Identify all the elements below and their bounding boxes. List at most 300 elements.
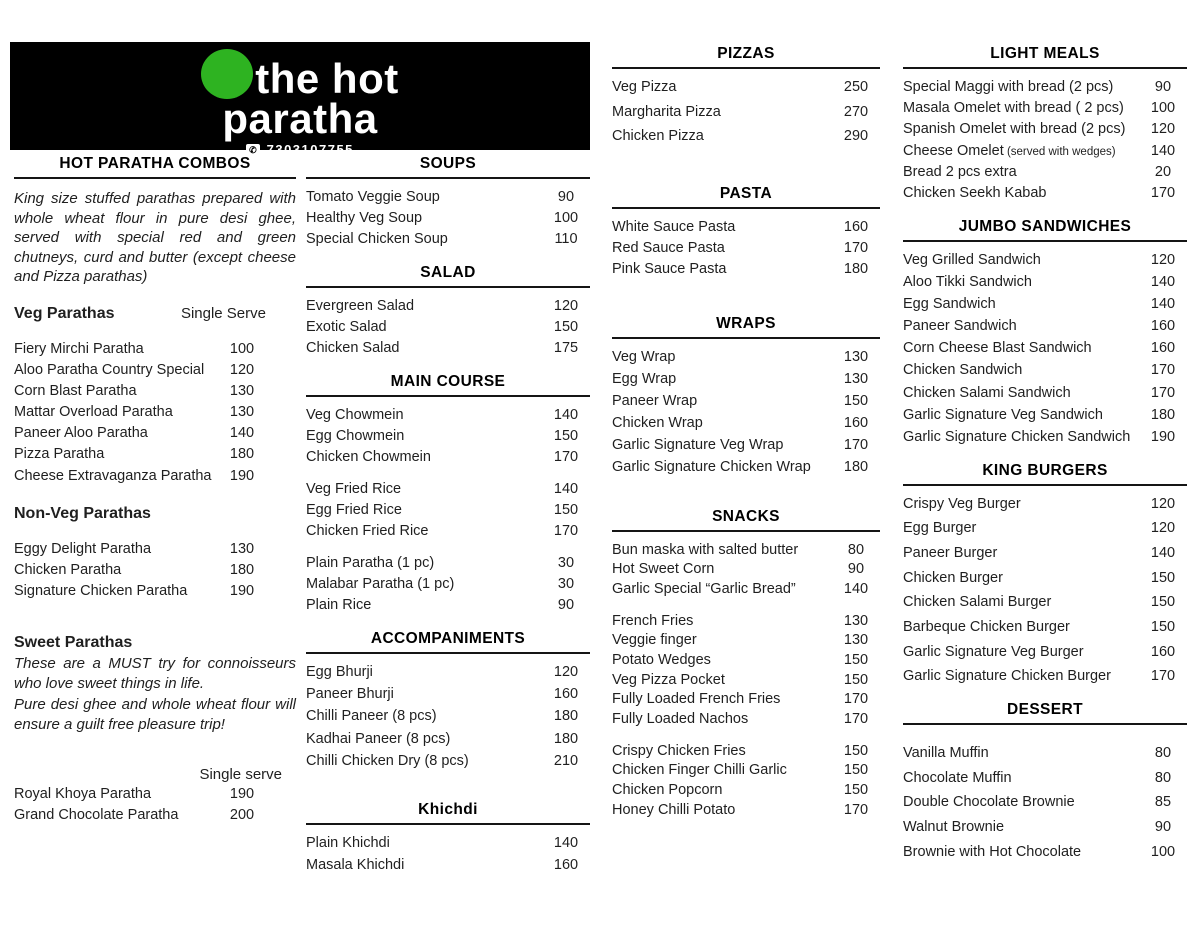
item-price: 180 (553, 708, 579, 725)
menu-item-row (903, 318, 1187, 335)
item-name: White Sauce Pasta (612, 219, 736, 236)
item-name: Garlic Signature Veg Burger (903, 643, 1084, 660)
menu-item-row (306, 731, 590, 748)
menu-item-row (306, 686, 590, 703)
item-name: Chilli Paneer (8 pcs) (306, 708, 437, 725)
brand-banner (10, 42, 590, 158)
item-price: 80 (1154, 769, 1172, 786)
item-price: 140 (1150, 544, 1176, 561)
menu-column-4 (903, 45, 1187, 868)
item-price: 80 (1154, 744, 1172, 761)
menu-item-row (14, 425, 296, 442)
menu-item-row (903, 770, 1187, 787)
item-name: Paneer Bhurji (306, 686, 394, 703)
item-price: 140 (1150, 142, 1176, 159)
section-divider (306, 395, 590, 397)
menu-item-group (14, 541, 296, 600)
item-price: 90 (847, 561, 865, 578)
item-name: Kadhai Paneer (8 pcs) (306, 730, 451, 747)
item-price: 90 (557, 189, 575, 205)
item-price: 190 (229, 786, 255, 803)
menu-item-group (612, 613, 880, 728)
item-name: Corn Blast Paratha (14, 382, 137, 399)
item-price: 180 (553, 730, 579, 747)
menu-item-row (903, 644, 1187, 661)
item-price: 170 (843, 240, 869, 257)
item-name: Honey Chilli Potato (612, 801, 736, 818)
serve-size-label: Single serve (199, 766, 282, 784)
item-price: 150 (843, 651, 869, 668)
menu-item-row (14, 562, 296, 579)
item-price: 150 (843, 762, 869, 779)
item-price: 150 (843, 671, 869, 688)
menu-item-row (612, 581, 880, 598)
item-name: Masala Omelet with bread ( 2 pcs) (903, 100, 1124, 117)
item-name: Paneer Aloo Paratha (14, 425, 148, 442)
section-description: King size stuffed parathas prepared with whole wheat flour in pure desi ghee, served with special red and green chutneys, curd and butter (except cheese and Pizza parathas) (14, 190, 296, 285)
menu-item-row (306, 597, 590, 614)
item-name: Veg Grilled Sandwich (903, 251, 1041, 268)
item-note: (served with wedges) (1003, 145, 1116, 158)
item-price: 180 (843, 261, 869, 278)
item-name: Eggy Delight Paratha (14, 540, 152, 557)
menu-item-group (306, 664, 590, 769)
item-name: Special Chicken Soup (306, 231, 448, 248)
menu-item-row (612, 240, 880, 257)
subsection-title: Non-Veg Parathas (14, 504, 151, 522)
menu-item-row (612, 743, 880, 760)
item-price: 120 (1150, 520, 1176, 537)
item-price: 210 (553, 752, 579, 769)
section-title: SNACKS (712, 507, 780, 525)
menu-item-row (306, 753, 590, 770)
menu-item-row (612, 393, 880, 410)
item-name: Cheese Extravaganza Paratha (14, 467, 212, 484)
item-name: Corn Cheese Blast Sandwich (903, 340, 1092, 357)
item-price: 170 (553, 523, 579, 540)
item-name: Paneer Wrap (612, 392, 698, 409)
item-price: 180 (843, 459, 869, 476)
menu-item-row (14, 807, 296, 824)
item-name: Chocolate Muffin (903, 769, 1012, 786)
menu-item-row (306, 189, 590, 206)
menu-item-row (612, 79, 880, 96)
menu-item-group (306, 189, 590, 248)
brand-logo-dot-icon (201, 49, 253, 99)
menu-item-group (306, 481, 590, 540)
item-price: 130 (229, 404, 255, 421)
menu-item-row (14, 468, 296, 485)
section-header (612, 185, 880, 209)
menu-item-row (903, 100, 1187, 117)
section-divider (306, 823, 590, 825)
menu-item-row (903, 340, 1187, 357)
item-name: Fully Loaded Nachos (612, 710, 749, 727)
section-header (306, 373, 590, 397)
spacer (612, 153, 880, 169)
menu-item-group (903, 496, 1187, 685)
section-title: SALAD (420, 264, 476, 282)
item-price: 150 (1150, 594, 1176, 611)
item-name: Garlic Signature Veg Sandwich (903, 406, 1103, 423)
menu-item-group (612, 349, 880, 477)
section-header (903, 701, 1187, 725)
section-divider (306, 652, 590, 654)
item-name: Chicken Burger (903, 569, 1003, 586)
menu-column-3 (612, 45, 880, 821)
item-name: Special Maggi with bread (2 pcs) (903, 79, 1114, 95)
item-price: 30 (557, 555, 575, 572)
item-name: Pink Sauce Pasta (612, 261, 727, 278)
brand-name-line1: the hot (255, 55, 399, 102)
spacer (14, 325, 296, 341)
item-name: Chilli Chicken Dry (8 pcs) (306, 752, 469, 769)
subsection-header (14, 634, 296, 652)
item-name: Cheese Omelet (served with wedges) (903, 142, 1116, 159)
menu-item-group (903, 745, 1187, 860)
brand-line-1 (10, 49, 590, 102)
menu-item-row (903, 274, 1187, 291)
item-name: Fiery Mirchi Paratha (14, 340, 144, 357)
section-description: Pure desi ghee and whole wheat flour will ensure a guilt free pleasure trip! (14, 696, 296, 733)
section-header (14, 155, 296, 179)
menu-item-group (306, 298, 590, 357)
menu-item-row (612, 711, 880, 728)
item-price: 90 (1154, 79, 1172, 95)
menu-item-row (612, 652, 880, 669)
subsection-title: Sweet Parathas (14, 634, 133, 652)
section-header (903, 218, 1187, 242)
item-name: Egg Chowmein (306, 428, 405, 445)
item-name: Margharita Pizza (612, 103, 721, 120)
item-name: Chicken Fried Rice (306, 523, 429, 540)
item-price: 170 (843, 801, 869, 818)
item-price: 140 (229, 425, 255, 442)
spacer (14, 604, 296, 634)
item-name: Chicken Sandwich (903, 362, 1023, 379)
menu-item-row (612, 782, 880, 799)
section-header (306, 801, 590, 825)
menu-item-row (306, 708, 590, 725)
menu-item-row (903, 668, 1187, 685)
menu-item-group (903, 252, 1187, 446)
section-title: MAIN COURSE (390, 373, 506, 391)
menu-item-row (903, 429, 1187, 446)
menu-item-group (14, 786, 296, 824)
item-price: 180 (1150, 406, 1176, 423)
menu-item-row (612, 415, 880, 432)
item-name: Chicken Salami Sandwich (903, 384, 1071, 401)
item-name: Bun maska with salted butter (612, 541, 799, 558)
menu-item-row (612, 632, 880, 649)
item-name: Veg Pizza (612, 79, 677, 95)
menu-item-row (903, 794, 1187, 811)
item-price: 150 (843, 392, 869, 409)
section-header (612, 508, 880, 532)
item-name: Mattar Overload Paratha (14, 404, 173, 421)
section-divider (306, 286, 590, 288)
item-price: 140 (553, 834, 579, 851)
item-name: Egg Burger (903, 520, 977, 537)
item-name: Exotic Salad (306, 319, 387, 336)
item-name: Chicken Paratha (14, 561, 122, 578)
item-name: Aloo Paratha Country Special (14, 361, 205, 378)
spacer (14, 525, 296, 541)
menu-item-row (903, 385, 1187, 402)
item-name: Paneer Sandwich (903, 318, 1017, 335)
menu-column-1 (14, 155, 296, 829)
menu-item-row (612, 349, 880, 366)
menu-item-group (612, 79, 880, 145)
section-title: KING BURGERS (982, 461, 1108, 479)
item-price: 150 (843, 742, 869, 759)
spacer (14, 489, 296, 505)
menu-item-row (306, 576, 590, 593)
item-name: Veg Pizza Pocket (612, 671, 725, 688)
item-name: Garlic Signature Chicken Burger (903, 668, 1111, 685)
item-name: Veg Chowmein (306, 407, 404, 424)
item-price: 150 (553, 319, 579, 336)
menu-item-row (903, 121, 1187, 138)
menu-item-row (612, 128, 880, 145)
menu-item-row (612, 762, 880, 779)
item-name: Veggie finger (612, 632, 697, 649)
item-price: 190 (229, 467, 255, 484)
menu-item-row (903, 594, 1187, 611)
item-price: 130 (843, 632, 869, 649)
menu-item-group (306, 835, 590, 874)
section-title: ACCOMPANIMENTS (370, 630, 526, 648)
item-price: 170 (843, 691, 869, 708)
menu-item-row (14, 786, 296, 803)
item-price: 190 (1150, 428, 1176, 445)
section-title: DESSERT (1006, 700, 1083, 718)
item-name: Chicken Salad (306, 340, 400, 357)
item-name: Garlic Signature Chicken Wrap (612, 459, 811, 476)
menu-item-row (612, 802, 880, 819)
menu-item-group (612, 743, 880, 819)
section-divider (612, 67, 880, 69)
menu-item-row (903, 545, 1187, 562)
item-name: Plain Rice (306, 597, 372, 614)
menu-item-group (903, 79, 1187, 202)
item-name: Chicken Finger Chilli Garlic (612, 762, 787, 779)
item-name: Barbeque Chicken Burger (903, 618, 1070, 635)
item-price: 170 (843, 437, 869, 454)
menu-item-row (14, 341, 296, 358)
menu-item-row (306, 835, 590, 852)
item-price: 160 (553, 857, 579, 874)
menu-column-2 (306, 155, 590, 879)
item-name: Chicken Wrap (612, 415, 703, 432)
item-name: Veg Fried Rice (306, 481, 402, 498)
menu-item-row (903, 844, 1187, 861)
section-description: These are a MUST try for connoisseurs who love sweet things in life. (14, 655, 296, 692)
menu-item-row (14, 446, 296, 463)
item-price: 170 (1150, 384, 1176, 401)
menu-item-row (14, 583, 296, 600)
item-name: Bread 2 pcs extra (903, 163, 1017, 180)
item-price: 170 (1150, 668, 1176, 685)
item-name: Chicken Salami Burger (903, 594, 1052, 611)
item-price: 140 (843, 580, 869, 597)
item-price: 160 (1150, 340, 1176, 357)
menu-item-row (306, 481, 590, 498)
item-price: 170 (553, 449, 579, 466)
section-header (903, 462, 1187, 486)
item-price: 150 (843, 781, 869, 798)
item-price: 100 (1150, 843, 1176, 860)
item-name: Chicken Popcorn (612, 781, 723, 798)
item-price: 160 (1150, 318, 1176, 335)
section-divider (903, 484, 1187, 486)
item-price: 150 (1150, 618, 1176, 635)
menu-item-row (612, 261, 880, 278)
item-name: Grand Chocolate Paratha (14, 807, 179, 824)
item-name: Healthy Veg Soup (306, 210, 423, 227)
item-price: 140 (1150, 273, 1176, 290)
item-name: Chicken Pizza (612, 128, 704, 145)
menu-item-row (612, 672, 880, 689)
menu-item-row (306, 502, 590, 519)
spacer (14, 289, 296, 305)
menu-item-row (903, 362, 1187, 379)
phone-icon: ✆ (246, 144, 260, 156)
section-title: HOT PARATHA COMBOS (59, 155, 251, 172)
item-price: 150 (1150, 569, 1176, 586)
item-name: Potato Wedges (612, 651, 711, 668)
menu-item-row (903, 745, 1187, 762)
phone-number: 7303107755 (266, 142, 354, 158)
item-name: Crispy Chicken Fries (612, 742, 746, 759)
brand-logo (10, 49, 590, 142)
section-divider (903, 67, 1187, 69)
item-price: 130 (843, 370, 869, 387)
section-title: PIZZAS (717, 45, 775, 62)
item-name: Tomato Veggie Soup (306, 189, 440, 205)
item-name: Garlic Signature Veg Wrap (612, 437, 784, 454)
menu-item-row (306, 857, 590, 874)
item-name: Double Chocolate Brownie (903, 794, 1075, 811)
section-divider (612, 337, 880, 339)
item-name: Malabar Paratha (1 pc) (306, 576, 455, 593)
menu-item-group (14, 341, 296, 485)
spacer (14, 736, 296, 766)
item-price: 160 (553, 686, 579, 703)
item-name: Crispy Veg Burger (903, 495, 1021, 512)
section-title: WRAPS (716, 314, 776, 332)
menu-item-row (306, 319, 590, 336)
menu-item-row (903, 252, 1187, 269)
item-price: 120 (553, 664, 579, 681)
item-price: 170 (1150, 362, 1176, 379)
item-price: 130 (229, 382, 255, 399)
item-name: Signature Chicken Paratha (14, 583, 188, 600)
subsection-header (14, 305, 296, 323)
item-price: 20 (1154, 163, 1172, 180)
item-name: Aloo Tikki Sandwich (903, 273, 1032, 290)
item-price: 250 (843, 79, 869, 95)
section-divider (14, 177, 296, 179)
menu-item-row (306, 340, 590, 357)
menu-item-row (903, 143, 1187, 160)
menu-item-row (903, 496, 1187, 513)
item-name: French Fries (612, 612, 694, 629)
menu-item-row (306, 428, 590, 445)
item-name: Walnut Brownie (903, 818, 1005, 835)
item-name: Veg Wrap (612, 348, 676, 365)
item-price: 130 (843, 348, 869, 365)
menu-item-row (612, 561, 880, 578)
section-divider (306, 177, 590, 179)
section-divider (612, 530, 880, 532)
item-price: 110 (554, 231, 578, 248)
menu-item-row (903, 79, 1187, 96)
item-price: 290 (843, 128, 869, 145)
menu-item-group (612, 542, 880, 598)
item-name: Paneer Burger (903, 544, 998, 561)
menu-item-row (14, 404, 296, 421)
item-price: 100 (553, 210, 579, 227)
serve-size-label: Single Serve (180, 304, 266, 322)
item-name: Garlic Signature Chicken Sandwich (903, 428, 1131, 445)
item-price: 80 (847, 541, 865, 558)
section-title: Khichdi (418, 800, 478, 818)
menu-item-row (14, 362, 296, 379)
section-title: LIGHT MEALS (990, 45, 1100, 62)
item-price: 120 (553, 298, 579, 315)
item-name: Egg Fried Rice (306, 502, 402, 519)
menu-item-row (612, 437, 880, 454)
menu-item-row (306, 298, 590, 315)
item-price: 100 (229, 340, 255, 357)
menu-item-row (306, 664, 590, 681)
menu-item-row (306, 407, 590, 424)
item-price: 130 (229, 540, 255, 557)
menu-item-row (903, 619, 1187, 636)
item-price: 200 (229, 807, 255, 824)
menu-item-row (903, 407, 1187, 424)
menu-item-row (612, 219, 880, 236)
item-name: Plain Paratha (1 pc) (306, 555, 435, 572)
item-name: Garlic Special “Garlic Bread” (612, 580, 796, 597)
menu-item-row (903, 570, 1187, 587)
item-name: Chicken Chowmein (306, 449, 431, 466)
item-name: Royal Khoya Paratha (14, 786, 152, 803)
item-name: Plain Khichdi (306, 834, 390, 851)
item-price: 30 (557, 576, 575, 593)
item-price: 140 (553, 407, 579, 424)
item-price: 160 (843, 415, 869, 432)
section-title: JUMBO SANDWICHES (958, 217, 1132, 235)
item-price: 175 (553, 340, 579, 357)
menu-item-row (306, 210, 590, 227)
menu-item-row (612, 542, 880, 559)
menu-item-row (612, 691, 880, 708)
item-price: 100 (1150, 100, 1176, 117)
menu-item-row (306, 231, 590, 248)
menu-item-row (14, 383, 296, 400)
menu-item-group (306, 555, 590, 614)
section-header (612, 45, 880, 69)
item-name: Egg Bhurji (306, 664, 373, 681)
menu-item-row (612, 459, 880, 476)
spacer (612, 283, 880, 299)
item-name: Hot Sweet Corn (612, 561, 715, 578)
menu-item-row (612, 371, 880, 388)
item-price: 130 (843, 612, 869, 629)
menu-item-row (306, 523, 590, 540)
